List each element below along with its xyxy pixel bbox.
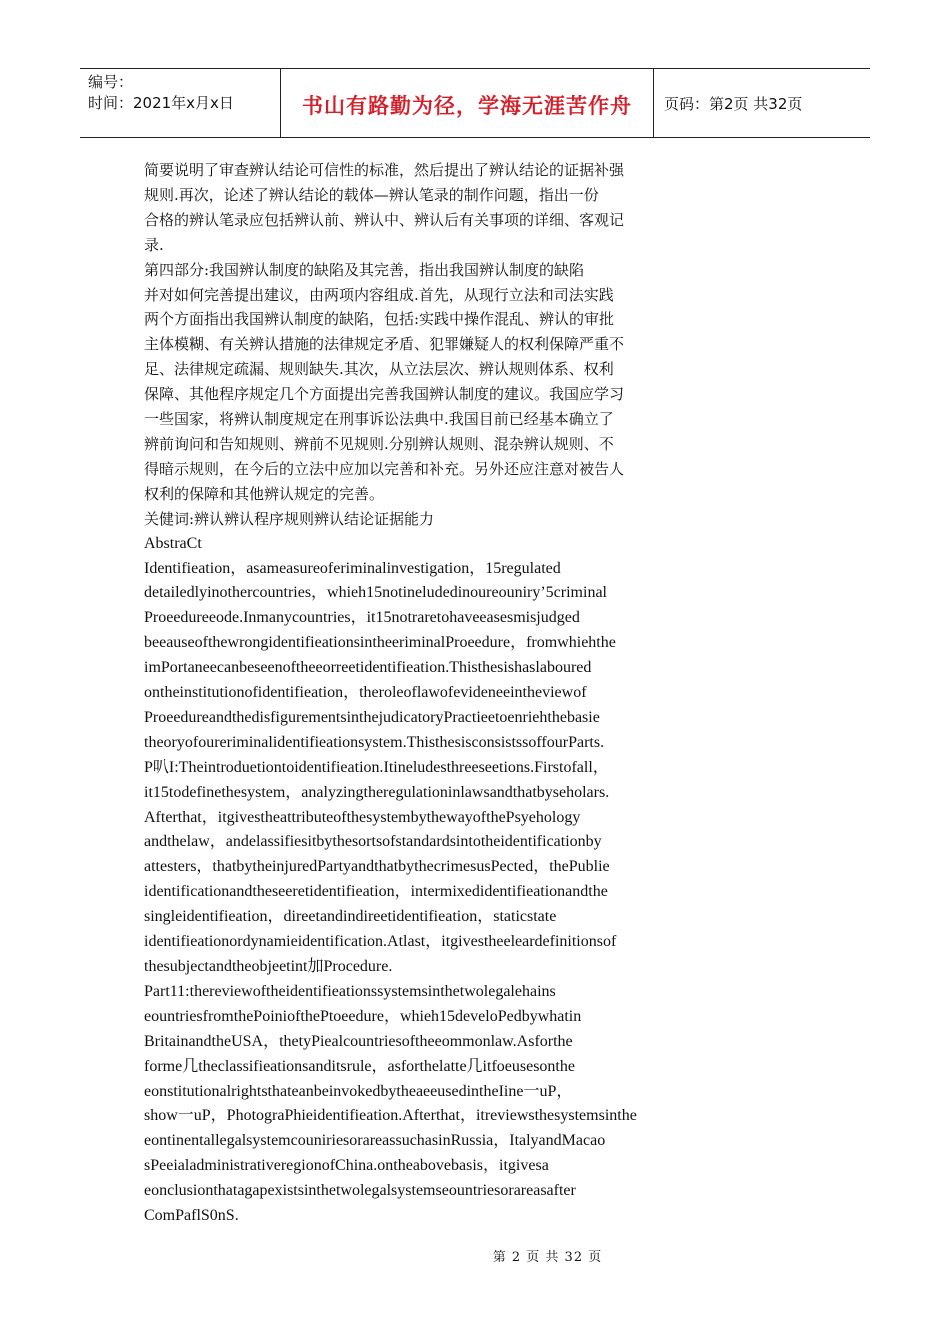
abstract-line: ontheinstitutionofidentifieation，theroleoflawofevideneeintheviewof [144,684,587,702]
header-motto-cell [281,69,654,137]
body-line: 权利的保障和其他辨认规定的完善。 [144,484,385,503]
header-motto: 书山有路勤为径，学海无涯苦作舟 [302,94,632,118]
abstract-line: forme几theclassifieationsanditsrule，asforthelatte几itfoeusesonthe [144,1057,575,1075]
abstract-line: Part11:thereviewoftheidentifieationssystemsinthetwolegalehains [144,982,556,1000]
abstract-line: andthelaw，andelassifiesitbythesortsofstandardsintotheidentificationby [144,833,602,851]
body-line: 一些国家，将辨认制度规定在刑事诉讼法典中.我国目前已经基本确立了 [144,410,614,429]
body-line: 规则.再次，论述了辨认结论的载体—辨认笔录的制作问题，指出一份 [144,185,599,204]
abstract-line: beeauseofthewrongidentifieationsintheeriminalProeedure，fromwhiehthe [144,634,616,652]
abstract-line: imPortaneecanbeseenoftheeorreetidentifieation.Thisthesishaslaboured [144,659,592,677]
body-line: 并对如何完善提出建议，由两项内容组成.首先，从现行立法和司法实践 [144,285,614,304]
body-line: 合格的辨认笔录应包括辨认前、辨认中、辨认后有关事项的详细、客观记 [144,210,625,229]
abstract-line: identificationandtheseeretidentifieation，intermixedidentifieationandthe [144,883,608,901]
page-header [80,68,870,138]
body-line: 辨前询问和告知规则、辨前不见规则.分别辨认规则、混杂辨认规则、不 [144,434,614,453]
abstract-line: Afterthat，itgivestheattributeofthesystembythewayofthePsyehology [144,808,581,826]
abstract-line: identifieationordynamieidentification.Atlast，itgivestheeleardefinitionsof [144,933,617,951]
body-line: 简要说明了审查辨认结论可信性的标准，然后提出了辨认结论的证据补强 [144,161,625,179]
abstract-line: show一uP，PhotograPhieidentifieation.Afterthat，itreviewsthesystemsinthe [144,1107,637,1125]
abstract-line: eountriesfromthePoiniofthePtoeedure，whieh15develoPedbywhatin [144,1007,582,1025]
abstract-line: theoryofoureriminalidentifieationsystem.ThisthesisconsistssoffourParts. [144,733,605,751]
page-footer [0,1246,950,1265]
abstract-line: ProeedureandthedisfigurementsinthejudicatoryPractieetoenriehthebasie [144,708,600,726]
body-line: 两个方面指出我国辨认制度的缺陷，包括:实践中操作混乱、辨认的审批 [144,310,615,329]
abstract-line: P叭I:Theintroduetiontoidentifieation.Itineludesthreeseetions.Firstofall， [144,758,609,776]
abstract-line: eontinentallegalsystemcouniriesorareassuchasinRussia，ItalyandMacao [144,1132,606,1150]
body-line: 录. [144,235,164,254]
abstract-line: singleidentifieation，direetandindireetidentifieation，staticstate [144,908,557,926]
body-line: 得暗示规则，在今后的立法中应加以完善和补充。另外还应注意对被告人 [144,459,625,478]
abstract-line: detailedlyinothercountries，whieh15notineludedinoureouniry’5criminal [144,584,607,602]
body-line: 主体模糊、有关辨认措施的法律规定矛盾、犯罪嫌疑人的权利保障严重不 [144,335,625,354]
abstract-line: attesters，thatbytheinjuredPartyandthatbythecrimesusPected，thePublie [144,858,610,876]
abstract-line: it15todefinethesystem，analyzingtheregulationinlawsandthatbyseholars. [144,783,610,801]
body-line: 保障、其他程序规定几个方面提出完善我国辨认制度的建议。我国应学习 [144,385,625,404]
abstract-line: BritainandtheUSA，thetyPiealcountriesoftheeommonlaw.Asforthe [144,1032,573,1050]
header-meta-cell [80,69,281,137]
abstract-line: Identifieation，asameasureoferiminalinvestigation，15regulated [144,559,561,577]
document-body [144,158,704,1229]
abstract-line: thesubjectandtheobjeetint加Procedure. [144,958,393,975]
section-four-heading: 第四部分:我国辨认制度的缺陷及其完善，指出我国辨认制度的缺陷 [144,260,585,279]
keywords-line: 关健词:辨认辨认程序规则辨认结论证据能力 [144,509,435,528]
document-number-label: 编号： [88,73,134,91]
footer-page-number: 第 2 页 共 32 页 [492,1250,603,1265]
body-line: 足、法律规定疏漏、规则缺失.其次，从立法层次、辨认规则体系、权利 [144,360,614,379]
abstract-line: ComPaflS0nS. [144,1207,239,1225]
abstract-line: sPeeialadministrativeregionofChina.ontheabovebasis，itgivesa [144,1157,549,1175]
abstract-line: Proeedureeode.Inmanycountries，it15notraretohaveeasesmisjudged [144,609,580,627]
abstract-line: eonclusionthatagapexistsinthetwolegalsystemseountriesorareasafter [144,1182,576,1200]
header-page-cell [654,69,870,137]
abstract-line: eonstitutionalrightsthateanbeinvokedbytheaeeusedintheIine一uP， [144,1082,573,1100]
document-date-label: 时间：2021年x月x日 [88,94,234,112]
abstract-heading: AbstraCt [144,534,202,552]
header-page-number: 页码：第2页 共32页 [664,94,803,113]
